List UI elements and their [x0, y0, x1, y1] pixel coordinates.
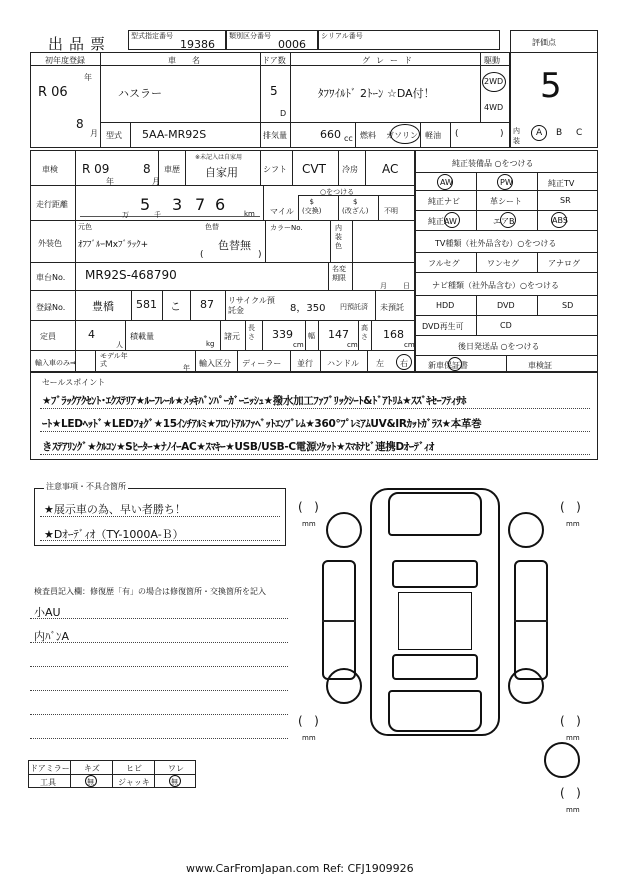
chassis-label: 車台No. — [36, 273, 66, 282]
doors-sub: D — [280, 109, 287, 118]
repaint-label: 色替 — [205, 223, 219, 231]
interior-a: A — [536, 128, 543, 138]
wheel-rear-right — [508, 668, 544, 704]
reg-kana: こ — [170, 300, 181, 313]
car-windshield — [392, 560, 478, 588]
drive-4wd: 4WD — [484, 103, 504, 112]
interior-c: C — [576, 128, 583, 138]
model-label: 型式 — [106, 131, 122, 140]
repaint-paren-end: ) — [258, 250, 262, 260]
sales-point-line: きｽﾃｱﾘﾝｸﾞ★ｸﾙｺﾝ★Sﾋｰﾀｰ★ﾅﾉｲｰAC★ｽﾏｷｰ★USB/USB-C電源ｿｹｯﾄ★ｽﾏﾎﾅﾋﾞ連携Dｵｰﾃﾞｨｵ — [42, 441, 434, 453]
chassis-number: MR92S-468790 — [85, 268, 177, 282]
name-change-day: 日 — [403, 282, 410, 290]
tools-value: 無 — [87, 778, 94, 786]
year-mark: 年 — [84, 73, 92, 82]
drive-label: 駆動 — [484, 56, 500, 65]
height-unit: cm — [404, 341, 415, 349]
repaint-paren: ( — [200, 250, 204, 260]
scratch-label: キズ — [84, 764, 100, 773]
tools-label: 工具 — [40, 778, 56, 787]
meter-label: マイル — [270, 207, 294, 216]
car-hood — [388, 492, 482, 536]
equip-abs: ABS — [552, 216, 568, 225]
break-label: ワレ — [168, 764, 184, 773]
handle-right: 右 — [400, 359, 408, 368]
tire-unit: mm — [566, 520, 580, 528]
handle-left: 左 — [376, 359, 384, 368]
load-unit: kg — [206, 340, 215, 348]
color-no-label: カラーNo. — [270, 224, 303, 232]
note-line: ★展示車の為、早い者勝ち！ — [44, 503, 186, 516]
tire-bracket: ( ) — [298, 714, 319, 728]
later-warranty: 新車保証書 — [428, 361, 468, 370]
inspection-month-mark: 月 — [152, 177, 160, 186]
car-rear-window — [392, 654, 478, 680]
tire-bracket: ( ) — [560, 786, 581, 800]
equip-oem-aw: 純正AW — [428, 217, 457, 226]
dealer-option: ディーラー — [242, 359, 282, 368]
mileage-digits — [80, 190, 260, 217]
sales-point-label: セールスポイント — [42, 378, 106, 387]
reg-label: 登録No. — [36, 303, 66, 312]
handle-label: ハンドル — [327, 359, 359, 368]
fuel-diesel: 軽油 — [425, 131, 441, 140]
model: 5AA-MR92S — [142, 128, 207, 141]
navi-hdd: HDD — [436, 301, 455, 310]
length-unit: cm — [293, 341, 304, 349]
equip-sr: SR — [560, 196, 571, 205]
month-mark: 月 — [90, 129, 98, 138]
ext-color-label: 外装色 — [38, 239, 62, 248]
equipment-title: 純正装備品 ○をつける — [452, 159, 534, 168]
fuel-label: 燃料 — [360, 131, 376, 140]
mileage-digit: 7 — [195, 195, 206, 214]
fuel: ガソリン — [386, 131, 418, 140]
interior-label: 内装 — [513, 127, 520, 145]
sales-point-line: ｰﾄ★LEDﾍｯﾄﾞ★LEDﾌｫｸﾞ★15ｲﾝﾁｱﾙﾐ★ﾌﾛﾝﾄｱﾙﾌｧﾍﾞｯﾄｴﾝﾌﾞﾚﾑ★360°ﾌﾟﾚﾐｱﾑUV&IRｶｯﾄｶﾞﾗｽ★本革巻 — [42, 418, 482, 430]
recycle-unit: 円預託済 — [340, 303, 368, 311]
tire-unit: mm — [302, 734, 316, 742]
grade: ﾀﾌﾜｲﾙﾄﾞ 2ﾄｰﾝ ☆DA付！ — [318, 87, 435, 100]
load-label: 積載量 — [130, 332, 154, 341]
interior-b: B — [556, 128, 563, 138]
tire-unit: mm — [566, 734, 580, 742]
displacement-label: 排気量 — [263, 131, 287, 140]
first-reg-label: 初年度登録 — [45, 56, 85, 65]
grade-label: グレード — [362, 56, 418, 65]
navi-dvd-play: DVD再生可 — [422, 322, 464, 331]
type-number-label: 型式指定番号 — [131, 32, 173, 40]
dimensions-label: 諸元 — [224, 332, 240, 341]
navi-dvd: DVD — [497, 301, 515, 310]
height: 168 — [383, 328, 404, 341]
height-label: 高さ — [361, 324, 368, 341]
notes-label: 注意事項・不具合箇所 — [46, 482, 126, 491]
class-number-label: 類別区分番号 — [229, 32, 271, 40]
page-title: 出品票 — [48, 35, 112, 53]
wheel-rear-left — [326, 668, 362, 704]
ext-color: ｵﾌﾌﾞﾙｰMxﾌﾞﾗｯｸ+ — [78, 240, 149, 250]
mileage-man: 万 — [122, 211, 129, 219]
tv-type-title: TV種類（社外品含む）○をつける — [435, 239, 557, 248]
sales-point-line: ★ﾌﾞﾗｯｸｱｸｾﾝﾄ･ｴｸｽﾃﾘｱ★ﾙｰﾌﾚｰﾙ★ﾒｯｷﾊﾞﾝﾊﾟｰｶﾞｰﾆｯｼｭ★撥水加工ﾌｧﾌﾞﾘｯｸｼｰﾄ&ﾄﾞｱﾄﾘﾑ★ｽｽﾞｷｾｰﾌﾃｨｻﾎ — [42, 395, 467, 407]
tire-unit: mm — [302, 520, 316, 528]
displacement-unit: cc — [344, 134, 353, 143]
parallel-option: 並行 — [297, 359, 313, 368]
wheel-front-left — [326, 512, 362, 548]
shift: CVT — [302, 162, 326, 176]
tire-bracket: ( ) — [560, 714, 581, 728]
import-div-label: 輸入区分 — [199, 359, 231, 368]
meter-opt-exchange: $ (交換) — [302, 198, 322, 215]
class-number: 0006 — [278, 38, 306, 51]
doors-label: ドア数 — [262, 56, 286, 65]
inspector-line: 小AU — [34, 606, 61, 619]
capacity-unit: 人 — [116, 341, 123, 349]
mileage-digit: 6 — [215, 195, 226, 214]
width-label: 幅 — [308, 332, 315, 340]
mileage-digit: 5 — [140, 195, 151, 214]
first-reg-month: 8 — [76, 117, 84, 131]
tire-bracket: ( ) — [560, 500, 581, 514]
width: 147 — [328, 328, 349, 341]
car-tailgate — [388, 690, 482, 732]
name-change-label: 名変期限 — [332, 265, 346, 282]
mileage-sen: 千 — [154, 211, 161, 219]
equip-tv: 純正TV — [548, 179, 575, 188]
jack-value: 無 — [171, 778, 178, 786]
recycle-label: リサイクル預託金 — [228, 296, 275, 315]
shift-label: シフト — [263, 165, 287, 174]
later-items-title: 後日発送品 ○をつける — [458, 342, 540, 351]
equip-leather: 革シート — [490, 197, 522, 206]
navi-type-title: ナビ種類（社外品含む）○をつける — [432, 281, 559, 290]
fuel-blank-end: ) — [500, 129, 504, 139]
crack-label: ヒビ — [126, 764, 142, 773]
ac: AC — [382, 162, 399, 176]
repaint: 色替無 — [218, 239, 251, 252]
capacity: 4 — [88, 328, 95, 341]
tv-fullseg: フルセグ — [428, 259, 460, 268]
inspection-era: R 09 — [82, 162, 110, 176]
usage-note: ※未記入は自家用 — [195, 154, 243, 161]
tire-bracket: ( ) — [298, 500, 319, 514]
navi-sd: SD — [562, 301, 574, 310]
inspection-year-mark: 年 — [106, 177, 114, 186]
name-change-month: 月 — [380, 282, 387, 290]
mileage-km: km — [244, 210, 255, 218]
serial-label: シリアル番号 — [321, 32, 363, 40]
meter-note: ○をつける — [320, 188, 355, 196]
capacity-label: 定員 — [40, 332, 56, 341]
tv-analog: アナログ — [548, 259, 580, 268]
car-name: ハスラー — [118, 87, 162, 100]
equip-airbag: エアB — [493, 217, 515, 226]
wheel-front-right — [508, 512, 544, 548]
reg-area: 豊橋 — [92, 300, 114, 313]
meter-opt-unknown: 不明 — [384, 207, 398, 215]
navi-cd: CD — [500, 321, 512, 330]
model-year-label: モデル年式 — [100, 352, 128, 368]
recycle-amount: 8，350 — [290, 303, 326, 314]
displacement: 660 — [320, 128, 341, 141]
inspector-line: 内ﾊﾞﾝA — [34, 630, 70, 643]
reg-class: 581 — [136, 298, 157, 311]
model-year-unit: 年 — [183, 364, 190, 372]
tire-unit: mm — [566, 806, 580, 814]
equip-navi: 純正ナビ — [428, 197, 460, 206]
tv-oneseg: ワンセグ — [487, 259, 519, 268]
length: 339 — [272, 328, 293, 341]
recycle-none: 未預託 — [380, 303, 404, 312]
ext-orig-label: 元色 — [78, 223, 92, 231]
meter-opt-tamper: $ (改ざん) — [342, 198, 369, 215]
drive-2wd: 2WD — [484, 77, 504, 86]
doors: 5 — [270, 84, 278, 98]
later-inspection-cert: 車検証 — [528, 361, 552, 370]
ac-label: 冷房 — [342, 165, 358, 174]
score-label: 評価点 — [532, 38, 556, 47]
interior-color-label: 内装色 — [335, 224, 342, 250]
equip-aw: AW — [440, 178, 453, 187]
spare-wheel — [544, 742, 580, 778]
usage-label: 車歴 — [164, 165, 180, 174]
first-reg-era: R 06 — [38, 85, 68, 100]
score-value: 5 — [540, 66, 562, 106]
fuel-blank: ( — [455, 129, 459, 139]
mileage-digit: 3 — [172, 195, 183, 214]
note-line: ★Dｵｰﾃﾞｨｵ（TY-1000A-Ｂ） — [44, 528, 184, 541]
reg-number: 87 — [200, 298, 214, 311]
import-label: 輸入車のみ⇒ — [35, 359, 76, 367]
type-number: 19386 — [180, 38, 215, 51]
footer-watermark: www.CarFromJapan.com Ref: CFJ1909926 — [186, 862, 414, 875]
equip-pw: PW — [500, 178, 513, 187]
car-roof — [398, 592, 472, 650]
width-unit: cm — [347, 341, 358, 349]
mileage-label: 走行距離 — [36, 200, 68, 209]
usage: 自家用 — [205, 166, 238, 179]
inspector-label: 検査員記入欄：修復歴「有」の場合は修復箇所・交換箇所を記入 — [34, 587, 266, 596]
car-name-label: 車名 — [168, 56, 216, 65]
inspection-month: 8 — [143, 162, 151, 176]
jack-label: ジャッキ — [118, 778, 150, 787]
length-label: 長さ — [248, 324, 255, 341]
mirror-label: ドアミラー — [30, 764, 70, 773]
inspection-label: 車検 — [42, 165, 58, 174]
